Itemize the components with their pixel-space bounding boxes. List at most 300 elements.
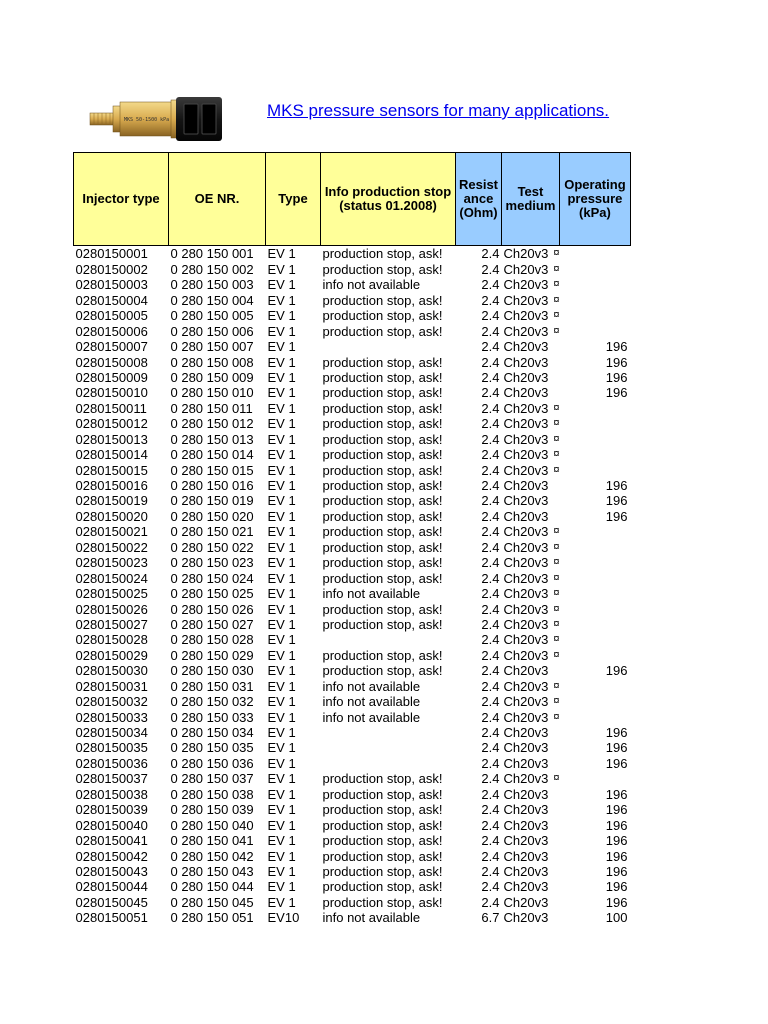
- resistance-cell: 2.4: [481, 508, 500, 524]
- resistance-cell: 2.4: [481, 246, 500, 262]
- injector-type-cell: 0280150044: [75, 879, 148, 895]
- test-medium-cell: Ch20v3: [503, 601, 549, 617]
- injector-type-cell: 0280150019: [75, 493, 148, 509]
- table-row[interactable]: [74, 910, 631, 925]
- page-title-link[interactable]: MKS pressure sensors for many applications.: [267, 101, 610, 120]
- table-row[interactable]: [74, 740, 631, 755]
- resistance-cell: 2.4: [481, 354, 500, 370]
- production-info-cell: production stop, ask!: [322, 817, 443, 833]
- flag-marker-cell: ¤: [553, 417, 560, 430]
- operating-pressure-cell: [559, 400, 630, 415]
- operating-pressure-cell: [559, 632, 630, 647]
- test-medium-cell: Ch20v3: [503, 802, 549, 818]
- table-row[interactable]: [74, 555, 631, 570]
- flag-marker-cell: [548, 817, 559, 832]
- type-cell: EV 1: [267, 277, 296, 293]
- oe-number-cell: 0 280 150 032: [170, 694, 254, 710]
- test-medium-cell: Ch20v3: [503, 524, 549, 540]
- oe-number-cell: 0 280 150 027: [170, 616, 254, 632]
- resistance-cell: 2.4: [481, 879, 500, 895]
- type-cell: EV 1: [267, 709, 296, 725]
- test-medium-cell: Ch20v3: [503, 709, 549, 725]
- table-row[interactable]: [74, 277, 631, 292]
- resistance-cell: 2.4: [481, 339, 500, 355]
- oe-number-cell: 0 280 150 015: [170, 462, 254, 478]
- flag-marker-cell: ¤: [553, 602, 560, 615]
- oe-number-cell: 0 280 150 016: [170, 478, 254, 493]
- oe-number-cell: 0 280 150 003: [170, 277, 254, 293]
- oe-number-cell: 0 280 150 007: [170, 339, 254, 355]
- flag-marker-cell: [548, 740, 559, 755]
- injector-type-cell: 0280150036: [75, 755, 148, 771]
- type-cell: EV 1: [267, 632, 296, 648]
- table-row[interactable]: [74, 431, 631, 446]
- test-medium-cell: Ch20v3: [503, 879, 549, 895]
- oe-number-cell: 0 280 150 039: [170, 802, 254, 818]
- operating-pressure-cell: [559, 678, 630, 693]
- production-info-cell: production stop, ask!: [322, 555, 443, 571]
- injector-type-cell: 0280150004: [75, 292, 148, 308]
- operating-pressure-cell: 196: [605, 833, 628, 849]
- table-row[interactable]: [74, 508, 631, 523]
- resistance-cell: 2.4: [481, 369, 500, 385]
- resistance-cell: 2.4: [481, 323, 500, 339]
- type-cell: EV 1: [267, 786, 296, 802]
- operating-pressure-cell: [559, 709, 630, 724]
- operating-pressure-cell: [559, 601, 630, 616]
- flag-marker-cell: ¤: [553, 309, 560, 322]
- type-cell: EV 1: [267, 848, 296, 864]
- flag-marker-cell: [548, 339, 559, 354]
- production-info-cell: info not available: [322, 586, 421, 602]
- test-medium-cell: Ch20v3: [503, 431, 549, 447]
- injector-type-cell: 0280150035: [75, 740, 148, 756]
- table-row[interactable]: [74, 524, 631, 539]
- production-info-cell: production stop, ask!: [322, 447, 443, 463]
- oe-number-cell: 0 280 150 033: [170, 709, 254, 725]
- production-info-cell: production stop, ask!: [322, 431, 443, 447]
- test-medium-cell: Ch20v3: [503, 447, 549, 463]
- test-medium-cell: Ch20v3: [503, 771, 549, 787]
- table-row[interactable]: [74, 385, 631, 400]
- production-info-cell: production stop, ask!: [322, 369, 443, 385]
- resistance-cell: 2.4: [481, 261, 500, 277]
- col-operating-pressure[interactable]: Operating pressure (kPa): [559, 153, 630, 246]
- table-row[interactable]: [74, 632, 631, 647]
- test-medium-cell: Ch20v3: [503, 478, 549, 493]
- oe-number-cell: 0 280 150 013: [170, 431, 254, 447]
- injector-type-cell: 0280150008: [75, 354, 148, 370]
- operating-pressure-cell: 196: [605, 879, 628, 895]
- resistance-cell: 2.4: [481, 848, 500, 864]
- oe-number-cell: 0 280 150 035: [170, 740, 254, 756]
- flag-marker-cell: ¤: [553, 448, 560, 461]
- operating-pressure-cell: [559, 277, 630, 292]
- test-medium-cell: Ch20v3: [503, 678, 549, 694]
- test-medium-cell: Ch20v3: [503, 740, 549, 756]
- table-row[interactable]: [74, 370, 631, 385]
- flag-marker-cell: [548, 894, 559, 909]
- test-medium-cell: Ch20v3: [503, 308, 549, 324]
- type-cell: EV 1: [267, 740, 296, 756]
- table-row[interactable]: [74, 246, 631, 262]
- type-cell: EV 1: [267, 833, 296, 849]
- resistance-cell: 2.4: [481, 894, 500, 910]
- resistance-cell: 2.4: [481, 524, 500, 540]
- operating-pressure-cell: [559, 647, 630, 662]
- test-medium-cell: Ch20v3: [503, 246, 549, 262]
- operating-pressure-cell: 196: [605, 354, 628, 370]
- production-info-cell: production stop, ask!: [322, 416, 443, 432]
- injector-type-cell: 0280150030: [75, 663, 148, 679]
- production-info-cell: production stop, ask!: [322, 493, 443, 509]
- table-row[interactable]: [74, 339, 631, 354]
- injector-type-cell: 0280150042: [75, 848, 148, 864]
- col-test-medium[interactable]: Test medium: [502, 153, 560, 246]
- test-medium-cell: Ch20v3: [503, 323, 549, 339]
- operating-pressure-cell: [559, 555, 630, 570]
- flag-marker-cell: ¤: [553, 556, 560, 569]
- operating-pressure-cell: [559, 462, 630, 477]
- resistance-cell: 2.4: [481, 493, 500, 509]
- type-cell: EV 1: [267, 678, 296, 694]
- injector-type-cell: 0280150022: [75, 539, 148, 555]
- flag-marker-cell: [548, 786, 559, 801]
- type-cell: EV 1: [267, 292, 296, 308]
- flag-marker-cell: [548, 879, 559, 894]
- resistance-cell: 2.4: [481, 616, 500, 632]
- resistance-cell: 2.4: [481, 647, 500, 663]
- oe-number-cell: 0 280 150 008: [170, 354, 254, 370]
- flag-marker-cell: ¤: [553, 463, 560, 476]
- flag-marker-cell: [548, 725, 559, 740]
- table-row[interactable]: [74, 848, 631, 863]
- flag-marker-cell: ¤: [553, 432, 560, 445]
- injector-type-cell: 0280150045: [75, 894, 148, 910]
- table-row[interactable]: [74, 462, 631, 477]
- flag-marker-cell: [548, 848, 559, 863]
- oe-number-cell: 0 280 150 034: [170, 725, 254, 740]
- test-medium-cell: Ch20v3: [503, 339, 549, 355]
- flag-marker-cell: ¤: [553, 262, 560, 275]
- table-row[interactable]: [74, 617, 631, 632]
- oe-number-cell: 0 280 150 023: [170, 555, 254, 571]
- test-medium-cell: Ch20v3: [503, 539, 549, 555]
- type-cell: EV 1: [267, 771, 296, 787]
- type-cell: EV 1: [267, 802, 296, 818]
- test-medium-cell: Ch20v3: [503, 400, 549, 416]
- injector-type-cell: 0280150043: [75, 863, 148, 879]
- flag-marker-cell: ¤: [553, 617, 560, 630]
- test-medium-cell: Ch20v3: [503, 586, 549, 602]
- type-cell: EV 1: [267, 524, 296, 540]
- type-cell: EV 1: [267, 323, 296, 339]
- table-row[interactable]: [74, 447, 631, 462]
- table-row[interactable]: [74, 771, 631, 786]
- type-cell: EV 1: [267, 369, 296, 385]
- test-medium-cell: Ch20v3: [503, 694, 549, 710]
- flag-marker-cell: ¤: [553, 324, 560, 337]
- type-cell: EV 1: [267, 555, 296, 571]
- table-row[interactable]: [74, 725, 631, 740]
- type-cell: EV 1: [267, 879, 296, 895]
- injector-type-cell: 0280150015: [75, 462, 148, 478]
- flag-marker-cell: [548, 354, 559, 369]
- production-info-cell: production stop, ask!: [322, 308, 443, 324]
- flag-marker-cell: [548, 833, 559, 848]
- type-cell: EV 1: [267, 539, 296, 555]
- flag-marker-cell: ¤: [553, 571, 560, 584]
- production-info-cell: production stop, ask!: [322, 833, 443, 849]
- resistance-cell: 2.4: [481, 833, 500, 849]
- oe-number-cell: 0 280 150 022: [170, 539, 254, 555]
- operating-pressure-cell: [559, 771, 630, 786]
- type-cell: EV 1: [267, 339, 296, 355]
- production-info-cell: production stop, ask!: [322, 663, 443, 679]
- resistance-cell: 2.4: [481, 400, 500, 416]
- production-info-cell: production stop, ask!: [322, 771, 443, 787]
- col-oe-nr[interactable]: OE NR.: [169, 153, 266, 246]
- flag-marker-cell: ¤: [553, 695, 560, 708]
- operating-pressure-cell: [559, 570, 630, 585]
- type-cell: EV 1: [267, 725, 296, 740]
- production-info-cell: production stop, ask!: [322, 539, 443, 555]
- flag-marker-cell: ¤: [553, 633, 560, 646]
- oe-number-cell: 0 280 150 021: [170, 524, 254, 540]
- resistance-cell: 2.4: [481, 740, 500, 756]
- type-cell: EV 1: [267, 694, 296, 710]
- table-row[interactable]: [74, 755, 631, 770]
- table-row[interactable]: [74, 833, 631, 848]
- oe-number-cell: 0 280 150 043: [170, 863, 254, 879]
- test-medium-cell: Ch20v3: [503, 277, 549, 293]
- table-row[interactable]: [74, 292, 631, 307]
- col-resistance[interactable]: Resist ance (Ohm): [456, 153, 502, 246]
- operating-pressure-cell: [559, 539, 630, 554]
- table-row[interactable]: [74, 601, 631, 616]
- table-row[interactable]: [74, 786, 631, 801]
- type-cell: EV 1: [267, 478, 296, 493]
- table-row[interactable]: [74, 678, 631, 693]
- resistance-cell: 2.4: [481, 817, 500, 833]
- operating-pressure-cell: 196: [605, 493, 628, 509]
- oe-number-cell: 0 280 150 037: [170, 771, 254, 787]
- table-row[interactable]: [74, 817, 631, 832]
- type-cell: EV 1: [267, 616, 296, 632]
- injector-type-cell: 0280150014: [75, 447, 148, 463]
- oe-number-cell: 0 280 150 002: [170, 261, 254, 277]
- resistance-cell: 2.4: [481, 308, 500, 324]
- resistance-cell: 2.4: [481, 694, 500, 710]
- injector-type-cell: 0280150002: [75, 261, 148, 277]
- flag-marker-cell: ¤: [553, 247, 560, 260]
- table-body: [74, 246, 631, 926]
- operating-pressure-cell: 196: [605, 894, 628, 910]
- type-cell: EV10: [267, 910, 300, 926]
- production-info-cell: [321, 632, 456, 647]
- test-medium-cell: Ch20v3: [503, 833, 549, 849]
- production-info-cell: [321, 339, 456, 354]
- resistance-cell: 6.7: [481, 910, 500, 926]
- table-row[interactable]: [74, 586, 631, 601]
- operating-pressure-cell: 196: [605, 755, 628, 771]
- type-cell: EV 1: [267, 601, 296, 617]
- flag-marker-cell: ¤: [553, 648, 560, 661]
- operating-pressure-cell: [559, 323, 630, 338]
- operating-pressure-cell: [559, 416, 630, 431]
- injector-type-cell: 0280150001: [75, 246, 148, 262]
- injector-type-cell: 0280150013: [75, 431, 148, 447]
- type-cell: EV 1: [267, 755, 296, 771]
- table-row[interactable]: [74, 261, 631, 276]
- resistance-cell: 2.4: [481, 786, 500, 802]
- type-cell: EV 1: [267, 863, 296, 879]
- test-medium-cell: Ch20v3: [503, 570, 549, 586]
- injector-type-cell: 0280150051: [75, 910, 148, 926]
- production-info-cell: production stop, ask!: [322, 570, 443, 586]
- table-row[interactable]: [74, 802, 631, 817]
- production-info-cell: production stop, ask!: [322, 879, 443, 895]
- resistance-cell: 2.4: [481, 570, 500, 586]
- oe-number-cell: 0 280 150 012: [170, 416, 254, 432]
- test-medium-cell: Ch20v3: [503, 354, 549, 370]
- test-medium-cell: Ch20v3: [503, 632, 549, 648]
- production-info-cell: [321, 725, 456, 740]
- flag-marker-cell: ¤: [553, 525, 560, 538]
- table-row[interactable]: [74, 308, 631, 323]
- test-medium-cell: Ch20v3: [503, 261, 549, 277]
- injector-type-cell: 0280150041: [75, 833, 148, 849]
- type-cell: EV 1: [267, 570, 296, 586]
- table-row[interactable]: [74, 709, 631, 724]
- col-info-production-stop[interactable]: Info production stop (status 01.2008): [321, 153, 456, 246]
- flag-marker-cell: [548, 385, 559, 400]
- injector-type-cell: 0280150038: [75, 786, 148, 802]
- test-medium-cell: Ch20v3: [503, 369, 549, 385]
- production-info-cell: production stop, ask!: [322, 647, 443, 663]
- operating-pressure-cell: [559, 261, 630, 276]
- production-info-cell: info not available: [322, 709, 421, 725]
- table-row[interactable]: [74, 478, 631, 493]
- oe-number-cell: 0 280 150 006: [170, 323, 254, 339]
- table-row[interactable]: [74, 694, 631, 709]
- injector-table: [73, 152, 631, 925]
- resistance-cell: 2.4: [481, 462, 500, 478]
- flag-marker-cell: [548, 370, 559, 385]
- type-cell: EV 1: [267, 508, 296, 524]
- production-info-cell: [321, 740, 456, 755]
- production-info-cell: production stop, ask!: [322, 802, 443, 818]
- table-row[interactable]: [74, 416, 631, 431]
- injector-type-cell: 0280150012: [75, 416, 148, 432]
- oe-number-cell: 0 280 150 041: [170, 833, 254, 849]
- type-cell: EV 1: [267, 400, 296, 416]
- flag-marker-cell: ¤: [553, 772, 560, 785]
- oe-number-cell: 0 280 150 042: [170, 848, 254, 864]
- resistance-cell: 2.4: [481, 539, 500, 555]
- test-medium-cell: Ch20v3: [503, 894, 549, 910]
- oe-number-cell: 0 280 150 036: [170, 755, 254, 771]
- flag-marker-cell: [548, 493, 559, 508]
- resistance-cell: 2.4: [481, 632, 500, 648]
- operating-pressure-cell: [559, 308, 630, 323]
- oe-number-cell: 0 280 150 005: [170, 308, 254, 324]
- table-row[interactable]: [74, 647, 631, 662]
- test-medium-cell: Ch20v3: [503, 385, 549, 401]
- production-info-cell: info not available: [322, 910, 421, 926]
- resistance-cell: 2.4: [481, 586, 500, 602]
- production-info-cell: production stop, ask!: [322, 616, 443, 632]
- injector-type-cell: 0280150007: [75, 339, 148, 355]
- table-row[interactable]: [74, 894, 631, 909]
- oe-number-cell: 0 280 150 026: [170, 601, 254, 617]
- operating-pressure-cell: 196: [605, 478, 628, 493]
- col-type[interactable]: Type: [266, 153, 321, 246]
- type-cell: EV 1: [267, 462, 296, 478]
- test-medium-cell: Ch20v3: [503, 462, 549, 478]
- injector-type-cell: 0280150024: [75, 570, 148, 586]
- pressure-sensor-image: [88, 96, 224, 142]
- test-medium-cell: Ch20v3: [503, 786, 549, 802]
- production-info-cell: production stop, ask!: [322, 863, 443, 879]
- oe-number-cell: 0 280 150 024: [170, 570, 254, 586]
- operating-pressure-cell: 196: [605, 802, 628, 818]
- production-info-cell: production stop, ask!: [322, 400, 443, 416]
- table-row[interactable]: [74, 323, 631, 338]
- type-cell: EV 1: [267, 894, 296, 910]
- table-row[interactable]: [74, 539, 631, 554]
- type-cell: EV 1: [267, 416, 296, 432]
- production-info-cell: production stop, ask!: [322, 292, 443, 308]
- production-info-cell: production stop, ask!: [322, 848, 443, 864]
- injector-type-cell: 0280150032: [75, 694, 148, 710]
- production-info-cell: production stop, ask!: [322, 508, 443, 524]
- resistance-cell: 2.4: [481, 277, 500, 293]
- oe-number-cell: 0 280 150 011: [170, 400, 253, 416]
- injector-type-cell: 0280150010: [75, 385, 148, 401]
- operating-pressure-cell: 196: [605, 725, 628, 740]
- test-medium-cell: Ch20v3: [503, 910, 549, 926]
- operating-pressure-cell: 196: [605, 369, 628, 385]
- oe-number-cell: 0 280 150 051: [170, 910, 254, 926]
- oe-number-cell: 0 280 150 044: [170, 879, 254, 895]
- table-row[interactable]: [74, 354, 631, 369]
- table-row[interactable]: [74, 400, 631, 415]
- table-row[interactable]: [74, 879, 631, 894]
- type-cell: EV 1: [267, 586, 296, 602]
- table-row[interactable]: [74, 864, 631, 879]
- table-row[interactable]: [74, 493, 631, 508]
- production-info-cell: production stop, ask!: [322, 323, 443, 339]
- operating-pressure-cell: 196: [605, 740, 628, 756]
- test-medium-cell: Ch20v3: [503, 863, 549, 879]
- injector-type-cell: 0280150034: [75, 725, 148, 740]
- type-cell: EV 1: [267, 385, 296, 401]
- flag-marker-cell: ¤: [553, 587, 560, 600]
- table-row[interactable]: [74, 570, 631, 585]
- col-injector-type[interactable]: Injector type: [74, 153, 169, 246]
- production-info-cell: production stop, ask!: [322, 246, 443, 262]
- test-medium-cell: Ch20v3: [503, 555, 549, 571]
- production-info-cell: production stop, ask!: [322, 524, 443, 540]
- production-info-cell: production stop, ask!: [322, 786, 443, 802]
- test-medium-cell: Ch20v3: [503, 663, 549, 679]
- injector-type-cell: 0280150009: [75, 369, 148, 385]
- table-row[interactable]: [74, 663, 631, 678]
- resistance-cell: 2.4: [481, 771, 500, 787]
- type-cell: EV 1: [267, 817, 296, 833]
- type-cell: EV 1: [267, 246, 296, 262]
